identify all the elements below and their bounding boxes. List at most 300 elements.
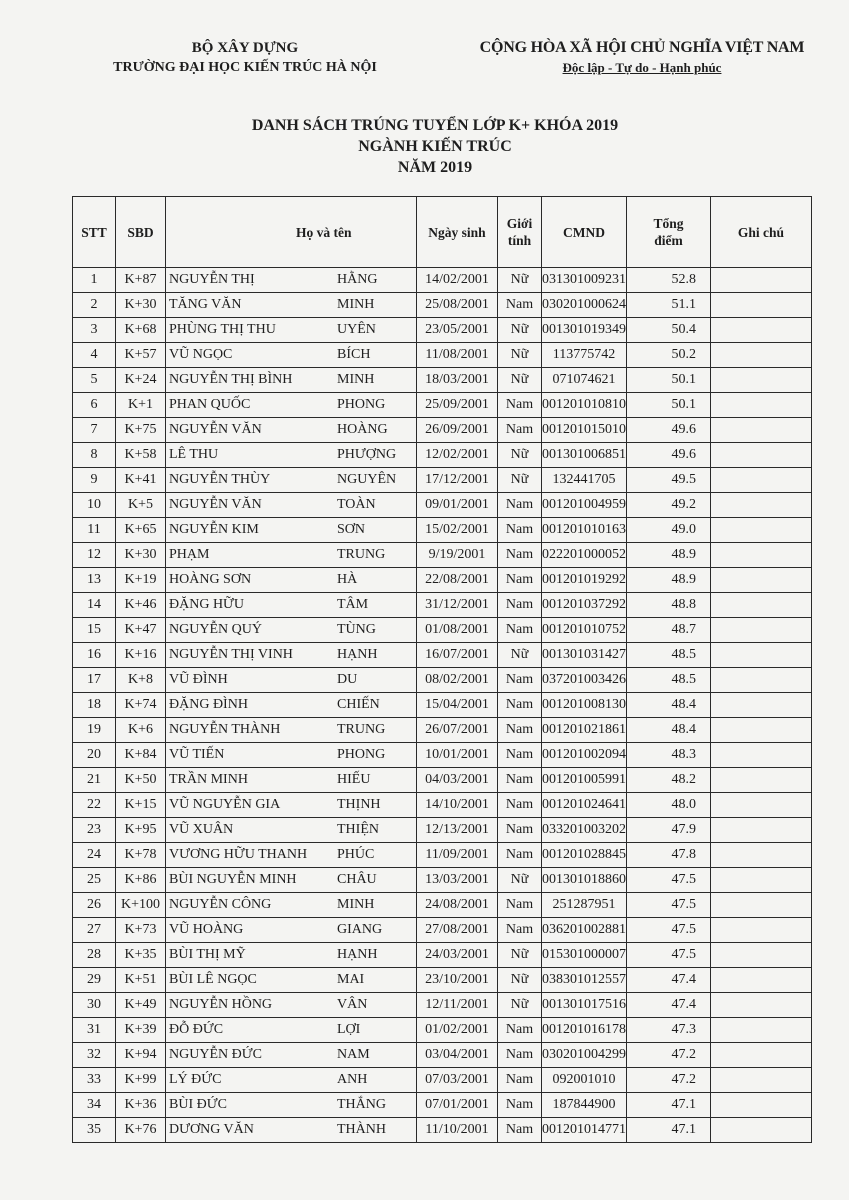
cell-stt: 8: [73, 443, 116, 468]
cell-score: 49.0: [627, 518, 711, 543]
cell-dob: 01/02/2001: [417, 1018, 498, 1043]
cell-given-name: THIỆN: [337, 822, 379, 837]
cell-given-name: CHIẾN: [337, 697, 380, 712]
table-row: [73, 443, 812, 468]
cell-full-name: [166, 368, 417, 393]
cell-stt: 6: [73, 393, 116, 418]
cell-cmnd: 132441705: [542, 468, 627, 493]
cell-gender: Nam: [498, 768, 542, 793]
cell-score: 48.4: [627, 718, 711, 743]
cell-sbd: K+16: [116, 643, 166, 668]
cell-gender: Nữ: [498, 268, 542, 293]
cell-dob: 11/08/2001: [417, 343, 498, 368]
table-row: [73, 718, 812, 743]
cell-cmnd: 001201021861: [542, 718, 627, 743]
cell-family-name: NGUYỄN THỊ BÌNH: [169, 372, 293, 387]
cell-sbd: K+19: [116, 568, 166, 593]
cell-note: [711, 818, 812, 843]
cell-note: [711, 268, 812, 293]
table-row: [73, 893, 812, 918]
cell-gender: Nữ: [498, 643, 542, 668]
document-title: [150, 115, 720, 178]
cell-stt: 15: [73, 618, 116, 643]
cell-stt: 23: [73, 818, 116, 843]
cell-cmnd: 030201004299: [542, 1043, 627, 1068]
cell-full-name: [166, 868, 417, 893]
cell-gender: Nữ: [498, 318, 542, 343]
cell-gender: Nam: [498, 1068, 542, 1093]
school-name: TRƯỜNG ĐẠI HỌC KIẾN TRÚC HÀ NỘI: [113, 60, 377, 75]
cell-cmnd: 031301009231: [542, 268, 627, 293]
cell-gender: Nam: [498, 693, 542, 718]
cell-dob: 14/10/2001: [417, 793, 498, 818]
cell-sbd: K+1: [116, 393, 166, 418]
cell-stt: 3: [73, 318, 116, 343]
cell-note: [711, 968, 812, 993]
cell-sbd: K+50: [116, 768, 166, 793]
cell-sbd: K+58: [116, 443, 166, 468]
cell-given-name: PHONG: [337, 747, 386, 762]
cell-family-name: DƯƠNG VĂN: [169, 1122, 254, 1137]
cell-gender: Nam: [498, 568, 542, 593]
cell-full-name: [166, 643, 417, 668]
cell-note: [711, 693, 812, 718]
cell-gender: Nam: [498, 1093, 542, 1118]
cell-sbd: K+78: [116, 843, 166, 868]
cell-score: 49.2: [627, 493, 711, 518]
cell-dob: 01/08/2001: [417, 618, 498, 643]
cell-given-name: GIANG: [337, 922, 383, 937]
cell-note: [711, 468, 812, 493]
cell-family-name: ĐỖ ĐỨC: [169, 1022, 224, 1037]
cell-dob: 07/03/2001: [417, 1068, 498, 1093]
cell-stt: 29: [73, 968, 116, 993]
cell-family-name: VŨ NGUYỄN GIA: [169, 797, 281, 812]
cell-score: 47.4: [627, 993, 711, 1018]
cell-given-name: HOÀNG: [337, 422, 388, 437]
cell-cmnd: 001201008130: [542, 693, 627, 718]
cell-family-name: BÙI LÊ NGỌC: [169, 972, 257, 987]
cell-family-name: PHÙNG THỊ THU: [169, 322, 276, 337]
cell-family-name: BÙI THỊ MỸ: [169, 947, 246, 962]
cell-dob: 03/04/2001: [417, 1043, 498, 1068]
cell-dob: 10/01/2001: [417, 743, 498, 768]
cell-dob: 25/09/2001: [417, 393, 498, 418]
cell-note: [711, 368, 812, 393]
table-row: [73, 393, 812, 418]
cell-note: [711, 1118, 812, 1143]
cell-family-name: TĂNG VĂN: [169, 297, 242, 312]
cell-cmnd: 071074621: [542, 368, 627, 393]
cell-sbd: K+35: [116, 943, 166, 968]
table-row: [73, 1118, 812, 1143]
col-header-gender: [498, 197, 542, 268]
cell-sbd: K+87: [116, 268, 166, 293]
cell-full-name: [166, 443, 417, 468]
cell-dob: 25/08/2001: [417, 293, 498, 318]
cell-note: [711, 518, 812, 543]
cell-gender: Nam: [498, 818, 542, 843]
cell-dob: 23/10/2001: [417, 968, 498, 993]
cell-stt: 27: [73, 918, 116, 943]
cell-note: [711, 1068, 812, 1093]
table-row: [73, 493, 812, 518]
table-row: [73, 1018, 812, 1043]
cell-full-name: [166, 768, 417, 793]
cell-gender: Nam: [498, 1118, 542, 1143]
cell-given-name: MINH: [337, 897, 375, 912]
cell-dob: 08/02/2001: [417, 668, 498, 693]
cell-stt: 4: [73, 343, 116, 368]
cell-note: [711, 743, 812, 768]
cell-cmnd: 001201010163: [542, 518, 627, 543]
cell-family-name: NGUYỄN QUÝ: [169, 622, 262, 637]
table-row: [73, 968, 812, 993]
cell-family-name: ĐẶNG ĐÌNH: [169, 697, 248, 712]
table-row: [73, 793, 812, 818]
cell-dob: 31/12/2001: [417, 593, 498, 618]
cell-gender: Nam: [498, 918, 542, 943]
cell-cmnd: 001301031427: [542, 643, 627, 668]
cell-stt: 2: [73, 293, 116, 318]
cell-family-name: NGUYỄN HỒNG: [169, 997, 273, 1012]
cell-score: 48.5: [627, 643, 711, 668]
cell-full-name: [166, 843, 417, 868]
cell-dob: 23/05/2001: [417, 318, 498, 343]
table-row: [73, 518, 812, 543]
cell-dob: 24/08/2001: [417, 893, 498, 918]
col-header-gender-label: Giới tính: [506, 216, 533, 248]
cell-given-name: NAM: [337, 1047, 370, 1062]
table-row: [73, 1068, 812, 1093]
table-row: [73, 818, 812, 843]
col-header-stt: STT: [73, 197, 116, 268]
cell-family-name: TRẦN MINH: [169, 772, 248, 787]
cell-dob: 26/07/2001: [417, 718, 498, 743]
cell-cmnd: 001201015010: [542, 418, 627, 443]
cell-cmnd: 001301017516: [542, 993, 627, 1018]
cell-full-name: [166, 618, 417, 643]
cell-family-name: VƯƠNG HỮU THANH: [169, 847, 308, 862]
cell-full-name: [166, 518, 417, 543]
cell-stt: 18: [73, 693, 116, 718]
cell-family-name: VŨ HOÀNG: [169, 922, 244, 937]
cell-note: [711, 668, 812, 693]
cell-family-name: HOÀNG SƠN: [169, 572, 252, 587]
cell-score: 48.7: [627, 618, 711, 643]
cell-sbd: K+46: [116, 593, 166, 618]
col-header-score: [627, 197, 711, 268]
col-header-score-label: Tổng điểm: [653, 216, 684, 248]
cell-given-name: PHÚC: [337, 847, 375, 862]
cell-sbd: K+57: [116, 343, 166, 368]
cell-full-name: [166, 543, 417, 568]
cell-dob: 27/08/2001: [417, 918, 498, 943]
col-header-dob: Ngày sinh: [417, 197, 498, 268]
cell-given-name: DU: [337, 672, 358, 687]
cell-stt: 10: [73, 493, 116, 518]
cell-dob: 12/13/2001: [417, 818, 498, 843]
cell-gender: Nam: [498, 393, 542, 418]
cell-given-name: UYÊN: [337, 322, 376, 337]
cell-full-name: [166, 1093, 417, 1118]
col-header-name: Họ và tên: [166, 197, 417, 268]
cell-full-name: [166, 743, 417, 768]
cell-stt: 9: [73, 468, 116, 493]
table-row: [73, 918, 812, 943]
cell-cmnd: 251287951: [542, 893, 627, 918]
cell-gender: Nam: [498, 518, 542, 543]
cell-given-name: HẠNH: [337, 647, 378, 662]
cell-note: [711, 418, 812, 443]
cell-full-name: [166, 1018, 417, 1043]
national-motto: Độc lập - Tự do - Hạnh phúc: [562, 60, 722, 75]
cell-score: 47.2: [627, 1068, 711, 1093]
cell-cmnd: 001201005991: [542, 768, 627, 793]
cell-sbd: K+100: [116, 893, 166, 918]
cell-score: 47.5: [627, 868, 711, 893]
cell-given-name: THÀNH: [337, 1122, 386, 1137]
cell-sbd: K+94: [116, 1043, 166, 1068]
cell-stt: 34: [73, 1093, 116, 1118]
cell-note: [711, 718, 812, 743]
cell-family-name: VŨ TIẾN: [169, 747, 225, 762]
cell-gender: Nam: [498, 618, 542, 643]
cell-note: [711, 643, 812, 668]
cell-score: 52.8: [627, 268, 711, 293]
cell-note: [711, 918, 812, 943]
cell-note: [711, 318, 812, 343]
title-line-3: NĂM 2019: [397, 159, 473, 176]
cell-stt: 7: [73, 418, 116, 443]
cell-gender: Nam: [498, 743, 542, 768]
cell-full-name: [166, 468, 417, 493]
cell-full-name: [166, 343, 417, 368]
cell-note: [711, 593, 812, 618]
cell-full-name: [166, 393, 417, 418]
cell-dob: 11/09/2001: [417, 843, 498, 868]
cell-gender: Nữ: [498, 968, 542, 993]
cell-score: 51.1: [627, 293, 711, 318]
cell-given-name: HẠNH: [337, 947, 378, 962]
cell-given-name: SƠN: [337, 522, 366, 537]
cell-stt: 21: [73, 768, 116, 793]
cell-stt: 5: [73, 368, 116, 393]
cell-sbd: K+30: [116, 543, 166, 568]
table-row: [73, 743, 812, 768]
cell-given-name: HẰNG: [337, 272, 378, 287]
cell-stt: 12: [73, 543, 116, 568]
cell-score: 47.8: [627, 843, 711, 868]
cell-note: [711, 1093, 812, 1118]
cell-stt: 30: [73, 993, 116, 1018]
cell-family-name: NGUYỄN THÀNH: [169, 722, 281, 737]
cell-cmnd: 001201028845: [542, 843, 627, 868]
cell-sbd: K+36: [116, 1093, 166, 1118]
cell-full-name: [166, 268, 417, 293]
cell-full-name: [166, 293, 417, 318]
cell-sbd: K+95: [116, 818, 166, 843]
cell-given-name: MAI: [337, 972, 365, 987]
cell-dob: 04/03/2001: [417, 768, 498, 793]
table-row: [73, 568, 812, 593]
cell-cmnd: 001201037292: [542, 593, 627, 618]
cell-given-name: MINH: [337, 297, 375, 312]
cell-sbd: K+8: [116, 668, 166, 693]
cell-cmnd: 187844900: [542, 1093, 627, 1118]
cell-note: [711, 768, 812, 793]
cell-gender: Nam: [498, 418, 542, 443]
cell-note: [711, 293, 812, 318]
national-header: [452, 38, 832, 78]
cell-score: 48.3: [627, 743, 711, 768]
cell-sbd: K+65: [116, 518, 166, 543]
cell-given-name: VÂN: [337, 997, 368, 1012]
cell-note: [711, 493, 812, 518]
cell-stt: 17: [73, 668, 116, 693]
cell-given-name: BÍCH: [337, 347, 371, 362]
cell-family-name: VŨ NGỌC: [169, 347, 233, 362]
table-row: [73, 943, 812, 968]
issuer-header: [95, 38, 395, 78]
cell-family-name: NGUYỄN VĂN: [169, 497, 262, 512]
cell-gender: Nam: [498, 793, 542, 818]
cell-stt: 24: [73, 843, 116, 868]
table-row: [73, 668, 812, 693]
cell-stt: 28: [73, 943, 116, 968]
cell-family-name: NGUYỄN THÙY: [169, 472, 271, 487]
cell-cmnd: 001201014771: [542, 1118, 627, 1143]
cell-stt: 13: [73, 568, 116, 593]
table-row: [73, 618, 812, 643]
cell-family-name: BÙI ĐỨC: [169, 1097, 227, 1112]
cell-score: 47.1: [627, 1118, 711, 1143]
cell-stt: 11: [73, 518, 116, 543]
cell-sbd: K+5: [116, 493, 166, 518]
table-row: [73, 543, 812, 568]
cell-dob: 15/02/2001: [417, 518, 498, 543]
cell-sbd: K+47: [116, 618, 166, 643]
cell-stt: 1: [73, 268, 116, 293]
table-row: [73, 643, 812, 668]
cell-dob: 9/19/2001: [417, 543, 498, 568]
cell-score: 50.1: [627, 393, 711, 418]
cell-score: 47.3: [627, 1018, 711, 1043]
cell-sbd: K+86: [116, 868, 166, 893]
cell-given-name: HÀ: [337, 572, 358, 587]
country-name: CỘNG HÒA XÃ HỘI CHỦ NGHĨA VIỆT NAM: [479, 39, 805, 56]
cell-note: [711, 618, 812, 643]
table-row: [73, 1093, 812, 1118]
cell-family-name: LÊ THU: [169, 447, 219, 462]
cell-family-name: LÝ ĐỨC: [169, 1072, 222, 1087]
cell-family-name: VŨ XUÂN: [169, 822, 234, 837]
cell-stt: 32: [73, 1043, 116, 1068]
cell-stt: 31: [73, 1018, 116, 1043]
table-row: [73, 843, 812, 868]
cell-full-name: [166, 793, 417, 818]
cell-gender: Nam: [498, 543, 542, 568]
cell-score: 48.9: [627, 568, 711, 593]
cell-cmnd: 015301000007: [542, 943, 627, 968]
cell-given-name: PHONG: [337, 397, 386, 412]
cell-given-name: ANH: [337, 1072, 368, 1087]
col-header-note: Ghi chú: [711, 197, 812, 268]
cell-score: 48.0: [627, 793, 711, 818]
cell-dob: 17/12/2001: [417, 468, 498, 493]
cell-score: 48.8: [627, 593, 711, 618]
cell-sbd: K+15: [116, 793, 166, 818]
cell-given-name: NGUYÊN: [337, 472, 397, 487]
cell-cmnd: 001301018860: [542, 868, 627, 893]
cell-note: [711, 568, 812, 593]
cell-given-name: THỊNH: [337, 797, 381, 812]
cell-full-name: [166, 968, 417, 993]
cell-sbd: K+68: [116, 318, 166, 343]
cell-score: 50.1: [627, 368, 711, 393]
cell-stt: 16: [73, 643, 116, 668]
title-line-2: NGÀNH KIẾN TRÚC: [358, 138, 512, 155]
cell-gender: Nam: [498, 293, 542, 318]
admission-table: [72, 196, 812, 1143]
table-row: [73, 693, 812, 718]
cell-dob: 12/02/2001: [417, 443, 498, 468]
cell-full-name: [166, 818, 417, 843]
cell-gender: Nữ: [498, 368, 542, 393]
cell-note: [711, 443, 812, 468]
cell-sbd: K+99: [116, 1068, 166, 1093]
cell-gender: Nam: [498, 893, 542, 918]
cell-given-name: TOÀN: [337, 497, 376, 512]
cell-score: 49.6: [627, 418, 711, 443]
table-row: [73, 318, 812, 343]
cell-sbd: K+39: [116, 1018, 166, 1043]
cell-cmnd: 001201004959: [542, 493, 627, 518]
cell-dob: 18/03/2001: [417, 368, 498, 393]
table-row: [73, 418, 812, 443]
cell-given-name: TÙNG: [337, 622, 376, 637]
cell-note: [711, 893, 812, 918]
cell-given-name: PHƯỢNG: [337, 447, 397, 462]
cell-family-name: NGUYỄN CÔNG: [169, 897, 272, 912]
cell-cmnd: 033201003202: [542, 818, 627, 843]
cell-note: [711, 1043, 812, 1068]
table-row: [73, 343, 812, 368]
cell-score: 48.2: [627, 768, 711, 793]
cell-full-name: [166, 493, 417, 518]
table-row: [73, 768, 812, 793]
cell-gender: Nam: [498, 843, 542, 868]
cell-gender: Nam: [498, 493, 542, 518]
cell-cmnd: 037201003426: [542, 668, 627, 693]
cell-note: [711, 943, 812, 968]
cell-dob: 13/03/2001: [417, 868, 498, 893]
cell-stt: 22: [73, 793, 116, 818]
col-header-sbd: SBD: [116, 197, 166, 268]
cell-family-name: VŨ ĐÌNH: [169, 672, 228, 687]
cell-score: 48.5: [627, 668, 711, 693]
cell-gender: Nam: [498, 1043, 542, 1068]
cell-full-name: [166, 593, 417, 618]
cell-dob: 12/11/2001: [417, 993, 498, 1018]
title-line-1: DANH SÁCH TRÚNG TUYỂN LỚP K+ KHÓA 2019: [251, 117, 619, 134]
cell-score: 47.1: [627, 1093, 711, 1118]
cell-sbd: K+84: [116, 743, 166, 768]
cell-gender: Nữ: [498, 868, 542, 893]
cell-score: 47.5: [627, 893, 711, 918]
cell-cmnd: 036201002881: [542, 918, 627, 943]
cell-full-name: [166, 668, 417, 693]
